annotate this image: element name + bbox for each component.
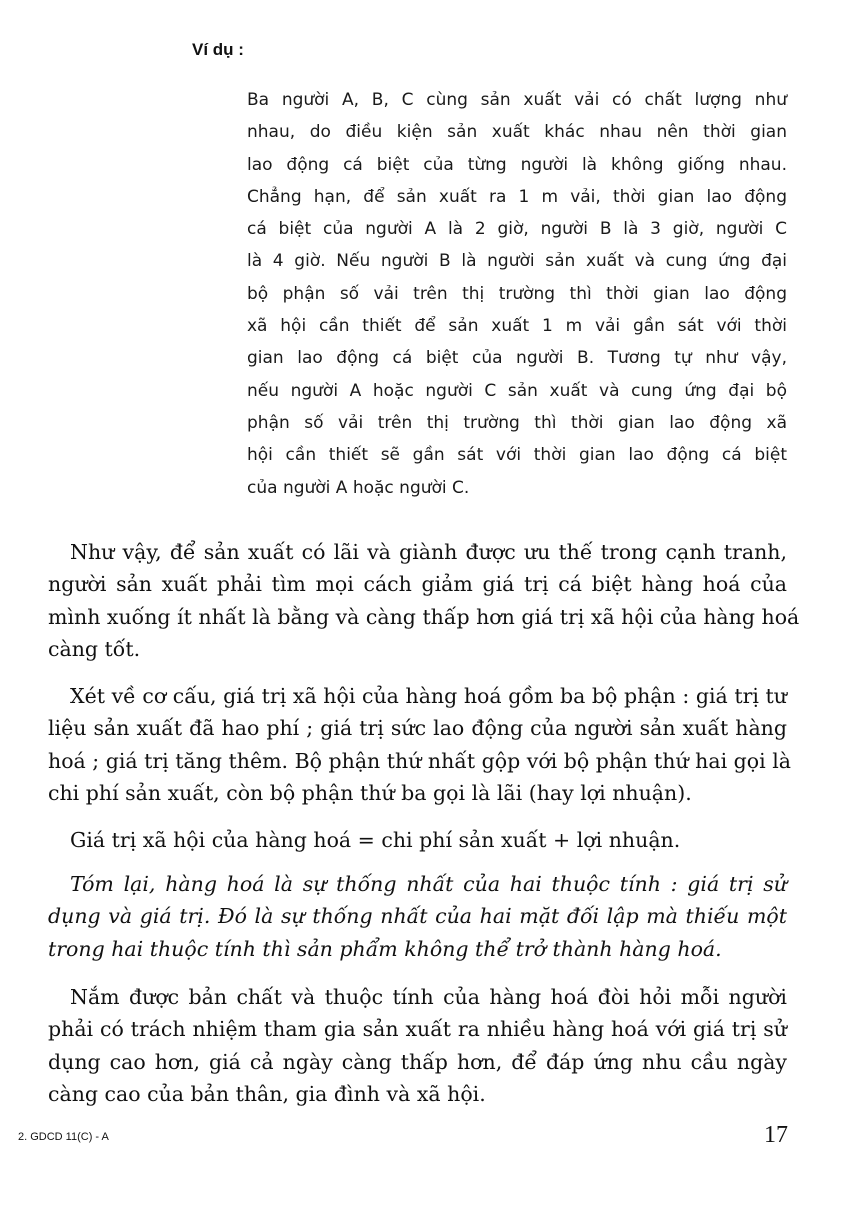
text-line: liệu sản xuất đã hao phí ; giá trị sức lao động của người sản xuất hàng (48, 716, 787, 741)
example-line: Ba người A, B, C cùng sản xuất vải có chất lượng như (247, 90, 787, 110)
paragraph-summary (48, 868, 787, 965)
example-line: xã hội cần thiết để sản xuất 1 m vải gần sát với thời (247, 316, 787, 337)
text-line: chi phí sản xuất, còn bộ phận thứ ba gọi là lãi (hay lợi nhuận). (48, 781, 692, 806)
example-line: Chẳng hạn, để sản xuất ra 1 m vải, thời gian lao động (247, 186, 787, 207)
example-line: cá biệt của người A là 2 giờ, người B là 3 giờ, người C (247, 219, 787, 240)
text-line: càng tốt. (48, 637, 141, 662)
text-line: Giá trị xã hội của hàng hoá = chi phí sản xuất + lợi nhuận. (70, 828, 681, 852)
example-line: là 4 giờ. Nếu người B là người sản xuất và cung ứng đại (247, 251, 787, 272)
example-line: phận số vải trên thị trường thì thời gian lao động xã (247, 412, 787, 433)
text-line: hoá ; giá trị tăng thêm. Bộ phận thứ nhất gộp với bộ phận thứ hai gọi là (48, 748, 791, 773)
page-number: 17 (764, 1122, 788, 1148)
example-line: hội cần thiết sẽ gần sát với thời gian lao động cá biệt (247, 445, 787, 466)
paragraph-formula (48, 824, 787, 856)
example-box (247, 84, 787, 504)
text-line: càng cao của bản thân, gia đình và xã hội. (48, 1082, 486, 1107)
footer-book-code: 2. GDCD 11(C) - A (18, 1131, 109, 1143)
example-line: gian lao động cá biệt của người B. Tương tự như vậy, (247, 348, 787, 369)
text-line: phải có trách nhiệm tham gia sản xuất ra nhiều hàng hoá với giá trị sử (48, 1017, 787, 1042)
text-line: dụng và giá trị. Đó là sự thống nhất của hai mặt đối lập mà thiếu một (48, 904, 787, 929)
text-line: Như vậy, để sản xuất có lãi và giành được ưu thế trong cạnh tranh, (70, 540, 787, 564)
text-line: Nắm được bản chất và thuộc tính của hàng hoá đòi hỏi mỗi người (70, 985, 787, 1009)
example-line: của người A hoặc người C. (247, 477, 470, 498)
paragraph-value-structure (48, 680, 791, 810)
example-line: nhau, do điều kiện sản xuất khác nhau nên thời gian (247, 122, 787, 143)
example-line: nếu người A hoặc người C sản xuất và cung ứng đại bộ (247, 380, 787, 401)
text-line: dụng cao hơn, giá cả ngày càng thấp hơn, để đáp ứng nhu cầu ngày (48, 1049, 787, 1074)
paragraph-responsibility (48, 981, 787, 1111)
example-heading: Ví dụ : (192, 40, 244, 59)
example-line: lao động cá biệt của từng người là không giống nhau. (247, 154, 787, 175)
text-line: Xét về cơ cấu, giá trị xã hội của hàng hoá gồm ba bộ phận : giá trị tư (70, 684, 787, 708)
example-line: bộ phận số vải trên thị trường thì thời gian lao động (247, 283, 787, 304)
text-line: trong hai thuộc tính thì sản phẩm không thể trở thành hàng hoá. (48, 936, 722, 961)
paragraph-conclusion-profit (48, 536, 800, 666)
text-line: mình xuống ít nhất là bằng và càng thấp hơn giá trị xã hội của hàng hoá (48, 604, 800, 629)
text-line: người sản xuất phải tìm mọi cách giảm giá trị cá biệt hàng hoá của (48, 572, 787, 597)
text-line: Tóm lại, hàng hoá là sự thống nhất của hai thuộc tính : giá trị sử (70, 872, 787, 896)
